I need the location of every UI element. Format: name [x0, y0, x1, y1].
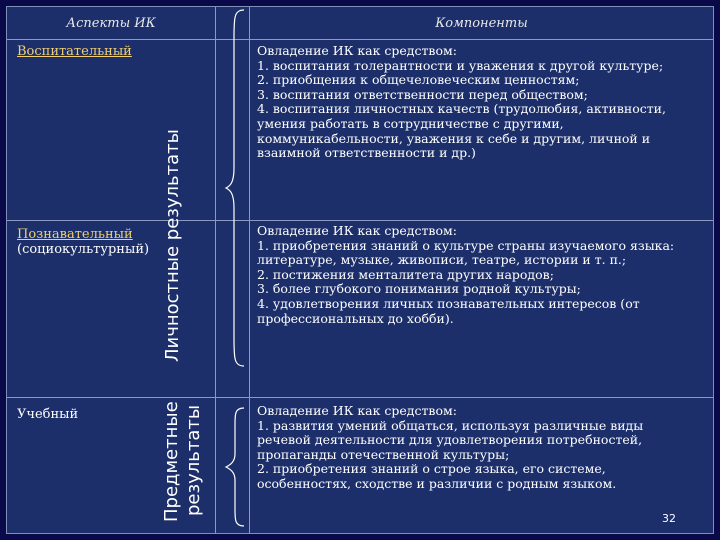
aspect-learning: Учебный: [17, 407, 79, 422]
header-components: Компоненты: [435, 16, 528, 31]
aspect-cognitive: Познавательный: [17, 227, 133, 242]
personal-results-brace-icon: [224, 8, 246, 368]
header-aspects: Аспекты ИК: [66, 16, 156, 31]
aspect-educational: Воспитательный: [17, 44, 132, 59]
subject-results-label-2: результаты: [183, 404, 204, 516]
aspect-learning-cell: [17, 407, 157, 422]
components-educational: Овладение ИК как средством: 1. воспитания толерантности и уважения к другой культуре; 2. приобщения к общечеловеческим ценностям; 3. воспитания ответственности перед обществом; 4. воспитания личностных качеств (трудолюбия, активности, умения работать в сотрудничестве с другими, коммуникабельности, уважения к себе и другим, личной и взаимной ответственности и др.): [257, 43, 666, 161]
column-divider-right: [249, 7, 250, 533]
components-learning: Овладение ИК как средством: 1. развития умений общаться, используя различные виды речевой деятельности для удовлетворения потребностей, пропаганды отечественной культуры; 2. приобретения знаний о строе языка, его системе, особенностях, сходстве и различии с родным языком.: [257, 403, 644, 491]
aspect-educational-cell: [17, 44, 177, 59]
components-cognitive: Овладение ИК как средством: 1. приобретения знаний о культуре страны изучаемого языка: литературе, музыке, живописи, театре, истории и т. п.; 2. постижения менталитета других народов; 3. более глубокого понимания родной культуры; 4. удовлетворения личных познавательных интересов (от профессиональных до хобби).: [257, 223, 675, 326]
personal-results-label: Личностные результаты: [162, 129, 183, 362]
row-divider-2: [7, 397, 713, 398]
header-divider: [7, 39, 713, 40]
aspect-cognitive-cell: [17, 227, 177, 257]
column-divider-left: [215, 7, 216, 533]
subject-results-label-1: Предметные: [161, 401, 182, 522]
page-number: 32: [662, 512, 676, 525]
aspect-cognitive-sub: (социокультурный): [17, 242, 150, 257]
subject-results-brace-icon: [224, 406, 246, 528]
row-divider-1: [7, 220, 713, 221]
